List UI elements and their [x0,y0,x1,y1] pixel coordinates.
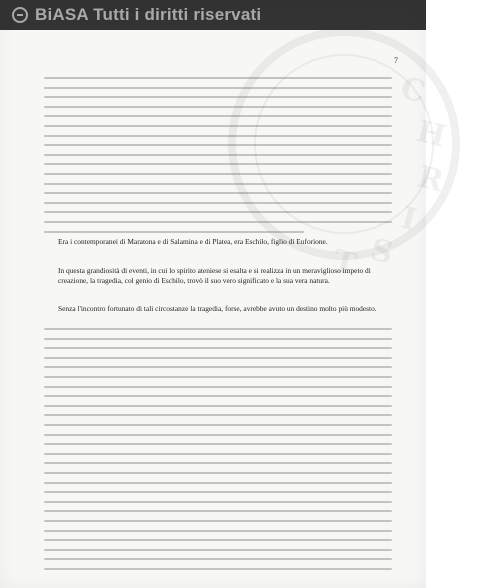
text-line [44,424,392,426]
text-line [44,482,392,484]
text-line [44,173,392,175]
text-line [44,106,392,108]
watermark-text: BiASA Tutti i diritti riservati [35,5,262,24]
text-line [44,376,392,378]
text-line [44,414,392,416]
text-line [44,154,392,156]
paragraph-text: In questa grandiosità di eventi, in cui lo spirito ateniese si esalta e si realizza in un meraviglioso impeto di creazione, la tragedia, col genio di Eschilo, trovò il suo vero significato e la sua vera natura. [58,266,371,285]
text-line [44,77,392,79]
text-line [44,366,392,368]
text-line [44,395,392,397]
stamp-letter: S [367,232,397,272]
text-line [44,539,392,541]
text-line [44,183,392,185]
text-line [44,568,392,570]
text-line [44,520,392,522]
text-line [44,96,392,98]
text-line [44,462,392,464]
text-line [44,87,392,89]
text-line [44,405,392,407]
copyright-icon [12,7,28,23]
text-line [44,221,392,223]
stamp-letter: T [329,243,360,283]
text-line [44,453,392,455]
stamp-letter: R [414,159,447,200]
text-line [44,472,392,474]
text-line [44,386,392,388]
text-line [44,501,392,503]
text-line [44,192,392,194]
stamp-letter: C [397,70,429,111]
text-line [44,144,392,146]
text-line [44,530,392,532]
text-line [44,202,392,204]
text-line [44,328,392,330]
text-line [44,443,392,445]
paragraph-text: Era i contemporanei di Maratona e di Salamina e di Platea, era Eschilo, figlio di Euforione. [58,237,328,246]
stamp-letter: H [413,113,450,155]
text-line [44,231,304,233]
text-line [44,347,392,349]
text-line [44,125,392,127]
text-line [44,510,392,512]
text-line [44,357,392,359]
text-line [44,549,392,551]
stamp-letter: I [397,200,420,239]
text-line [44,434,392,436]
paragraph-text: Senza l'incontro fortunato di tali circostanze la tragedia, forse, avrebbe avuto un destino molto più modesto. [58,304,377,313]
text-line [44,338,392,340]
page-number: 7 [394,56,398,65]
watermark-banner [0,0,426,30]
text-line [44,558,392,560]
text-line [44,135,392,137]
text-line [44,491,392,493]
